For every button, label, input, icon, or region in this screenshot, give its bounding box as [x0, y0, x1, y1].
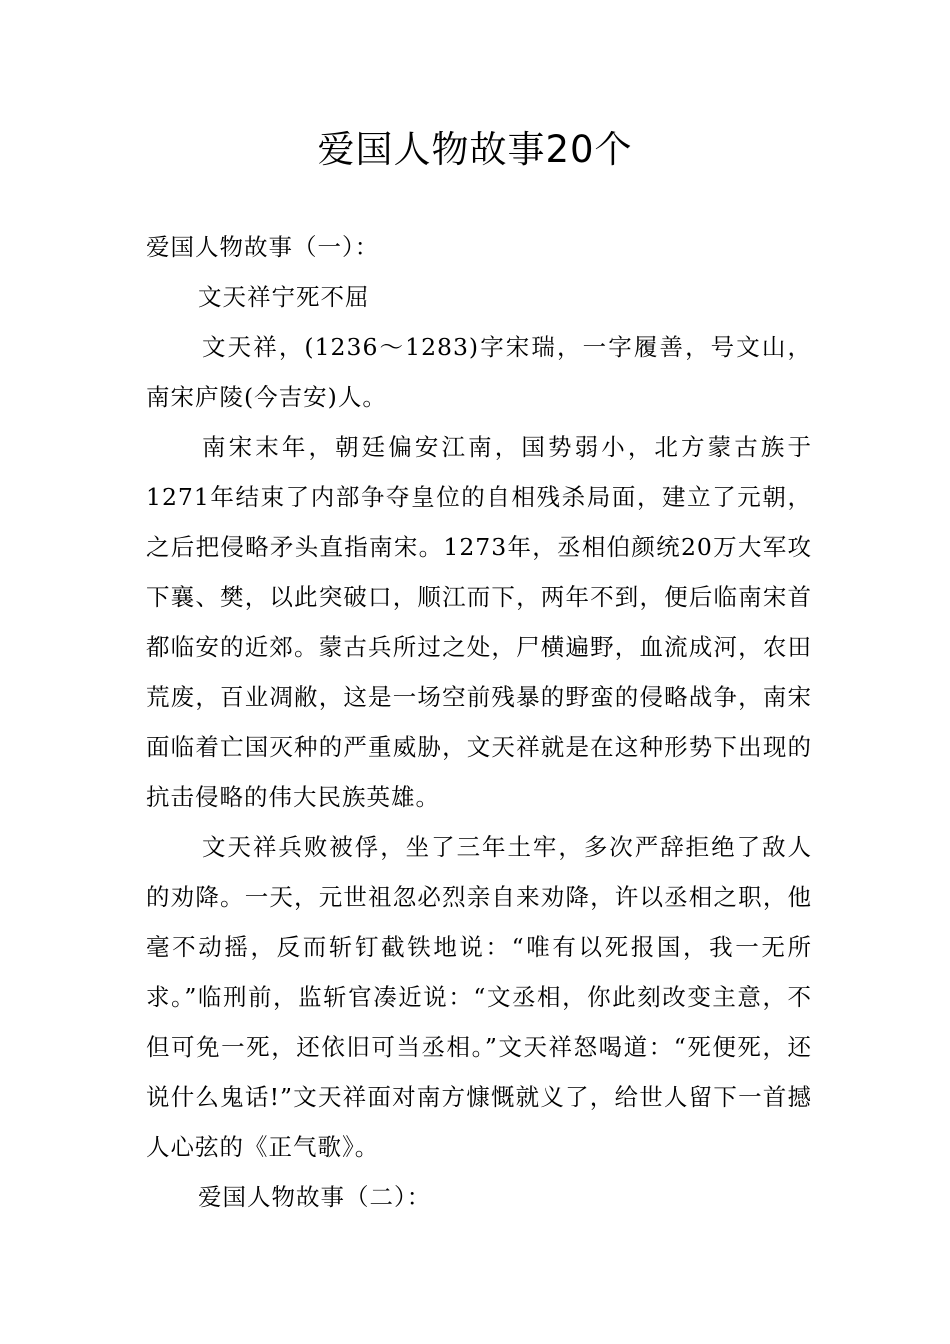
body-paragraph: 文天祥兵败被俘，坐了三年土牢，多次严辞拒绝了敌人的劝降。一天，元世祖忽必烈亲自来劝降，许以丞相之职，他毫不动摇，反而斩钉截铁地说：“唯有以死报国，我一无所求。”临刑前，监斩官凑近说：“文丞相，你此刻改变主意，不但可免一死，还依旧可当丞相。”文天祥怒喝道：“死便死，还说什么鬼话!”文天祥面对南方慷慨就义了，给世人留下一首撼人心弦的《正气歌》。 [146, 833, 812, 1161]
document-body [146, 222, 812, 1222]
document-title: 爱国人物故事20个 [317, 128, 633, 171]
story-title: 文天祥宁死不屈 [198, 283, 370, 311]
body-paragraph: 南宋末年，朝廷偏安江南，国势弱小，北方蒙古族于1271年结束了内部争夺皇位的自相残杀局面，建立了元朝，之后把侵略矛头直指南宋。1273年，丞相伯颜统20万大军攻下襄、樊，以此突破口，顺江而下，两年不到，便后临南宋首都临安的近郊。蒙古兵所过之处，尸横遍野，血流成河，农田荒废，百业凋敝，这是一场空前残暴的野蛮的侵略战争，南宋面临着亡国灭种的严重威胁，文天祥就是在这种形势下出现的抗击侵略的伟大民族英雄。 [146, 433, 812, 811]
section-heading-1: 爱国人物故事（一）： [146, 233, 380, 261]
body-paragraph: 文天祥，(1236～1283)字宋瑞，一字履善，号文山，南宋庐陵(今吉安)人。 [146, 333, 812, 411]
section-heading-2: 爱国人物故事（二）： [198, 1183, 432, 1211]
